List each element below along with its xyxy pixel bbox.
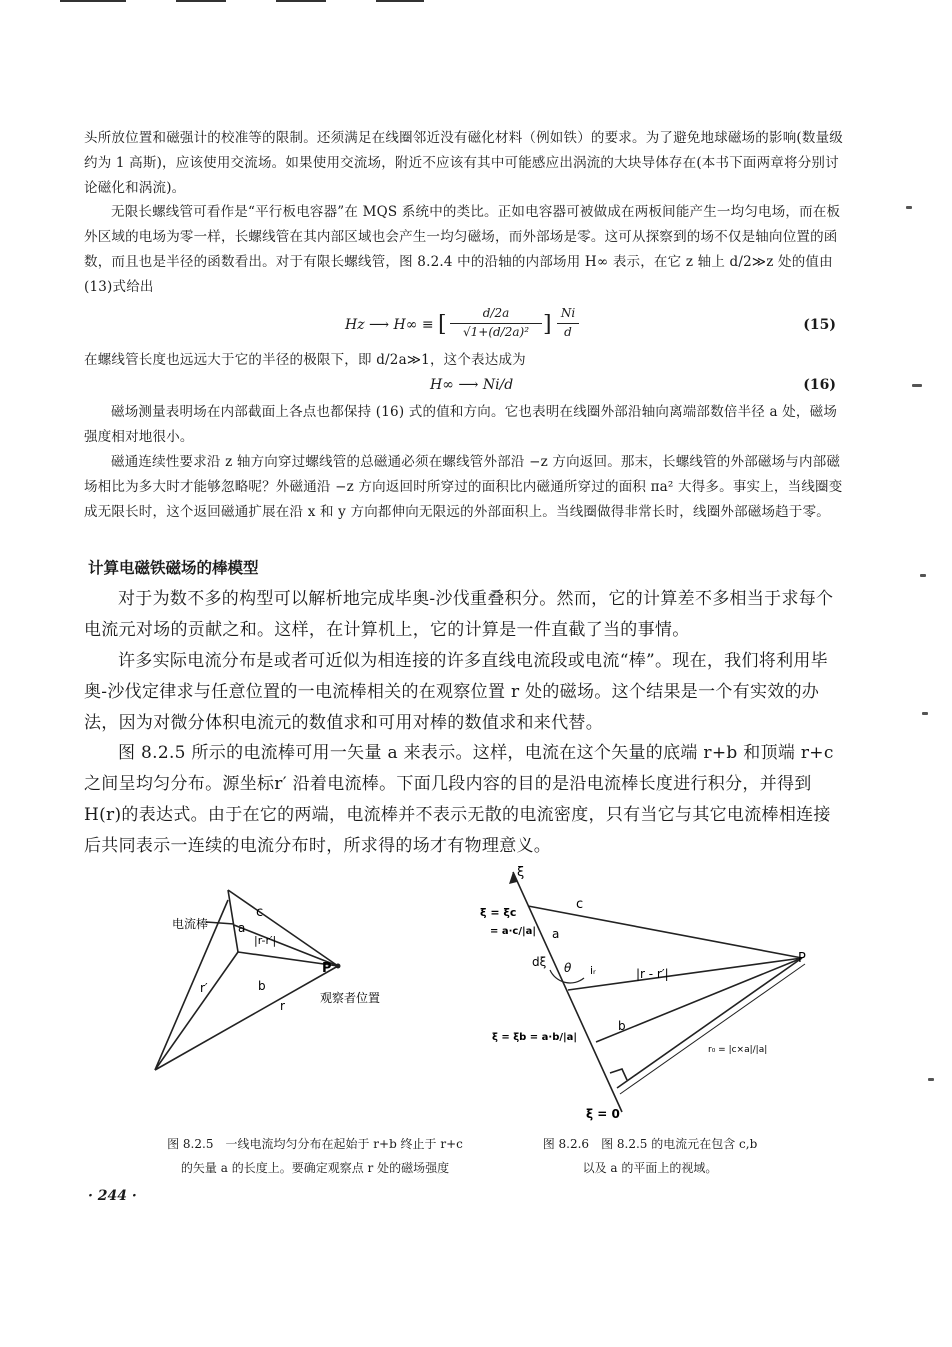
label-c: c bbox=[576, 897, 584, 912]
label-theta: θ bbox=[564, 961, 572, 975]
label-c: c bbox=[256, 905, 264, 920]
equation-16-label: (16) bbox=[803, 377, 836, 393]
label-rod: 电流棒 bbox=[172, 917, 209, 931]
caption-line: 图 8.2.5 一线电流均匀分布在起始于 r+b 终止于 r+c bbox=[167, 1137, 463, 1151]
margin-mark bbox=[906, 206, 912, 209]
figure-8-2-5 bbox=[150, 880, 400, 1080]
caption-line: 图 8.2.6 图 8.2.5 的电流元在包含 c,b bbox=[542, 1137, 758, 1151]
label-r0: r₀ = |c×a|/|a| bbox=[708, 1045, 768, 1055]
margin-mark bbox=[922, 712, 928, 715]
label-a: a bbox=[238, 921, 246, 935]
equation-16: H∞ ⟶ Ni/d bbox=[430, 377, 514, 393]
label-xi-c-2: = a·c/|a| bbox=[490, 926, 537, 937]
label-b: b bbox=[258, 979, 266, 993]
top-rule bbox=[276, 0, 326, 2]
paragraph-5: 磁通连续性要求沿 z 轴方向穿过螺线管的总磁通必须在螺线管外部沿 −z 方向返回。那末，长螺线管的外部磁场与内部磁场相比为多大时才能够忽略呢？外磁通沿 −z 方向返回时所穿过的面积比内磁通所穿过的面积 πa² 大得多。事实上，当线圈变成无限长时，这个返回磁通扩展在沿 x 和 y 方向都伸向无限远的外部面积上。当线圈做得非常长时，线圈外部磁场趋于零。 bbox=[84, 454, 843, 520]
label-dxi: dξ bbox=[532, 955, 547, 969]
vector-r-minus-rp-line bbox=[234, 925, 338, 966]
label-r-prime: r′ bbox=[200, 981, 208, 995]
section-heading: 计算电磁铁磁场的棒模型 bbox=[88, 559, 259, 577]
top-rule bbox=[60, 0, 126, 2]
paragraph-3: 在螺线管长度也远远大于它的半径的极限下，即 d/2a≫1，这个表达成为 bbox=[84, 352, 526, 368]
label-xi-c-1: ξ = ξc bbox=[480, 906, 517, 919]
page-number: · 244 · bbox=[88, 1188, 137, 1204]
vector-r-minus-rp-line bbox=[568, 958, 802, 990]
fraction-bar bbox=[450, 323, 542, 324]
xi-axis-line bbox=[513, 872, 622, 1112]
label-r-minus-rp: |r - r′| bbox=[636, 967, 669, 981]
margin-mark bbox=[920, 574, 926, 577]
paragraph-6: 对于为数不多的构型可以解析地完成毕奥-沙伐重叠积分。然而，它的计算差不多相当于求每个电流元对场的贡献之和。这样，在计算机上，它的计算是一件直截了当的事情。 bbox=[84, 589, 834, 640]
vector-c-line bbox=[528, 906, 802, 958]
equation-15-lhs: Hz ⟶ H∞ ≡ bbox=[345, 317, 434, 333]
label-p: P bbox=[322, 961, 332, 976]
caption-line: 以及 a 的平面上的视域。 bbox=[582, 1161, 718, 1175]
paragraph-4: 磁场测量表明场在内部截面上各点也都保持 (16) 式的值和方向。它也表明在线圈外部沿轴向离端部数倍半径 a 处，磁场强度相对地很小。 bbox=[84, 404, 838, 445]
bracket-left: [ bbox=[438, 312, 447, 337]
label-a: a bbox=[552, 927, 560, 941]
equation-15-rhs-denominator: d bbox=[564, 325, 572, 339]
label-xi-0: ξ = 0 bbox=[586, 1107, 620, 1121]
label-b: b bbox=[618, 1019, 626, 1033]
label-r-minus-rp: |r-r′| bbox=[254, 934, 277, 947]
bracket-right: ] bbox=[543, 312, 552, 337]
top-rule bbox=[176, 0, 226, 2]
equation-15-numerator: d/2a bbox=[482, 306, 510, 320]
top-rule bbox=[376, 0, 424, 2]
equation-15-label: (15) bbox=[803, 317, 836, 333]
label-xi-axis: ξ bbox=[517, 865, 525, 880]
label-xi-b: ξ = ξb = a·b/|a| bbox=[492, 1032, 578, 1043]
r0-dimension-line bbox=[620, 964, 805, 1094]
equation-15-rhs-numerator: Ni bbox=[560, 306, 576, 320]
caption-line: 的矢量 a 的长度上。要确定观察点 r 处的磁场强度 bbox=[180, 1161, 450, 1175]
figure-8-2-6 bbox=[480, 860, 840, 1125]
vector-r-line bbox=[155, 966, 338, 1070]
margin-mark bbox=[928, 1078, 934, 1081]
label-ir: iᵣ bbox=[590, 964, 596, 977]
paragraph-2: 无限长螺线管可看作是“平行板电容器”在 MQS 系统中的类比。正如电容器可被做成在两板间能产生一均匀电场，而在板外区域的电场为零一样，长螺线管在其内部区域也会产生一均匀磁场，而外部场是零。这可从探察到的场不仅是轴向位置的函数，而且也是半径的函数看出。对于有限长螺线管，图 8.2.4 中的沿轴的内部场用 H∞ 表示，在它 z 轴上 d/2≫z 处的值由(13)式给出 bbox=[84, 204, 841, 295]
vector-b-base-line bbox=[155, 952, 238, 1070]
rod-pointer-line bbox=[206, 922, 234, 924]
equation-15-denominator: √1+(d/2a)² bbox=[462, 325, 530, 339]
label-observer: 观察者位置 bbox=[320, 991, 381, 1005]
vector-b-line bbox=[596, 958, 802, 1042]
equation-15 bbox=[345, 308, 585, 344]
paragraph-7: 许多实际电流分布是或者可近似为相连接的许多直线电流段或电流“棒”。现在，我们将利用毕奥-沙伐定律求与任意位置的一电流棒相关的在观察位置 r 处的磁场。这个结果是一个有实效的办法，因为对微分体积电流元的数值求和可用对棒的数值求和来代替。 bbox=[84, 651, 828, 733]
paragraph-8: 图 8.2.5 所示的电流棒可用一矢量 a 来表示。这样，电流在这个矢量的底端 r+b 和顶端 r+c 之间呈均匀分布。源坐标r′ 沿着电流棒。下面几段内容的目的是沿电流棒长度进行积分，并得到 H(r)的表达式。由于在它的两端，电流棒并不表示无散的电流密度，只有当它与其它电流棒相连接后共同表示一连续的电流分布时，所求得的场才有物理意义。 bbox=[84, 743, 834, 856]
vector-a-line bbox=[228, 890, 238, 952]
fraction-bar bbox=[557, 323, 579, 324]
figure-8-2-6-caption bbox=[510, 1132, 790, 1180]
figure-8-2-5-caption bbox=[130, 1132, 500, 1180]
label-p: P bbox=[798, 951, 806, 966]
label-r: r bbox=[280, 999, 285, 1013]
right-angle-marker bbox=[610, 1069, 627, 1080]
margin-mark bbox=[912, 384, 922, 387]
point-p-dot bbox=[336, 964, 341, 969]
paragraph-1: 头所放位置和磁强计的校准等的限制。还须满足在线圈邻近没有磁化材料（例如铁）的要求。为了避免地球磁场的影响(数量级约为 1 高斯)，应该使用交流场。如果使用交流场，附近不应该有其中可能感应出涡流的大块导体存在(本书下面两章将分别讨论磁化和涡流)。 bbox=[84, 130, 843, 196]
